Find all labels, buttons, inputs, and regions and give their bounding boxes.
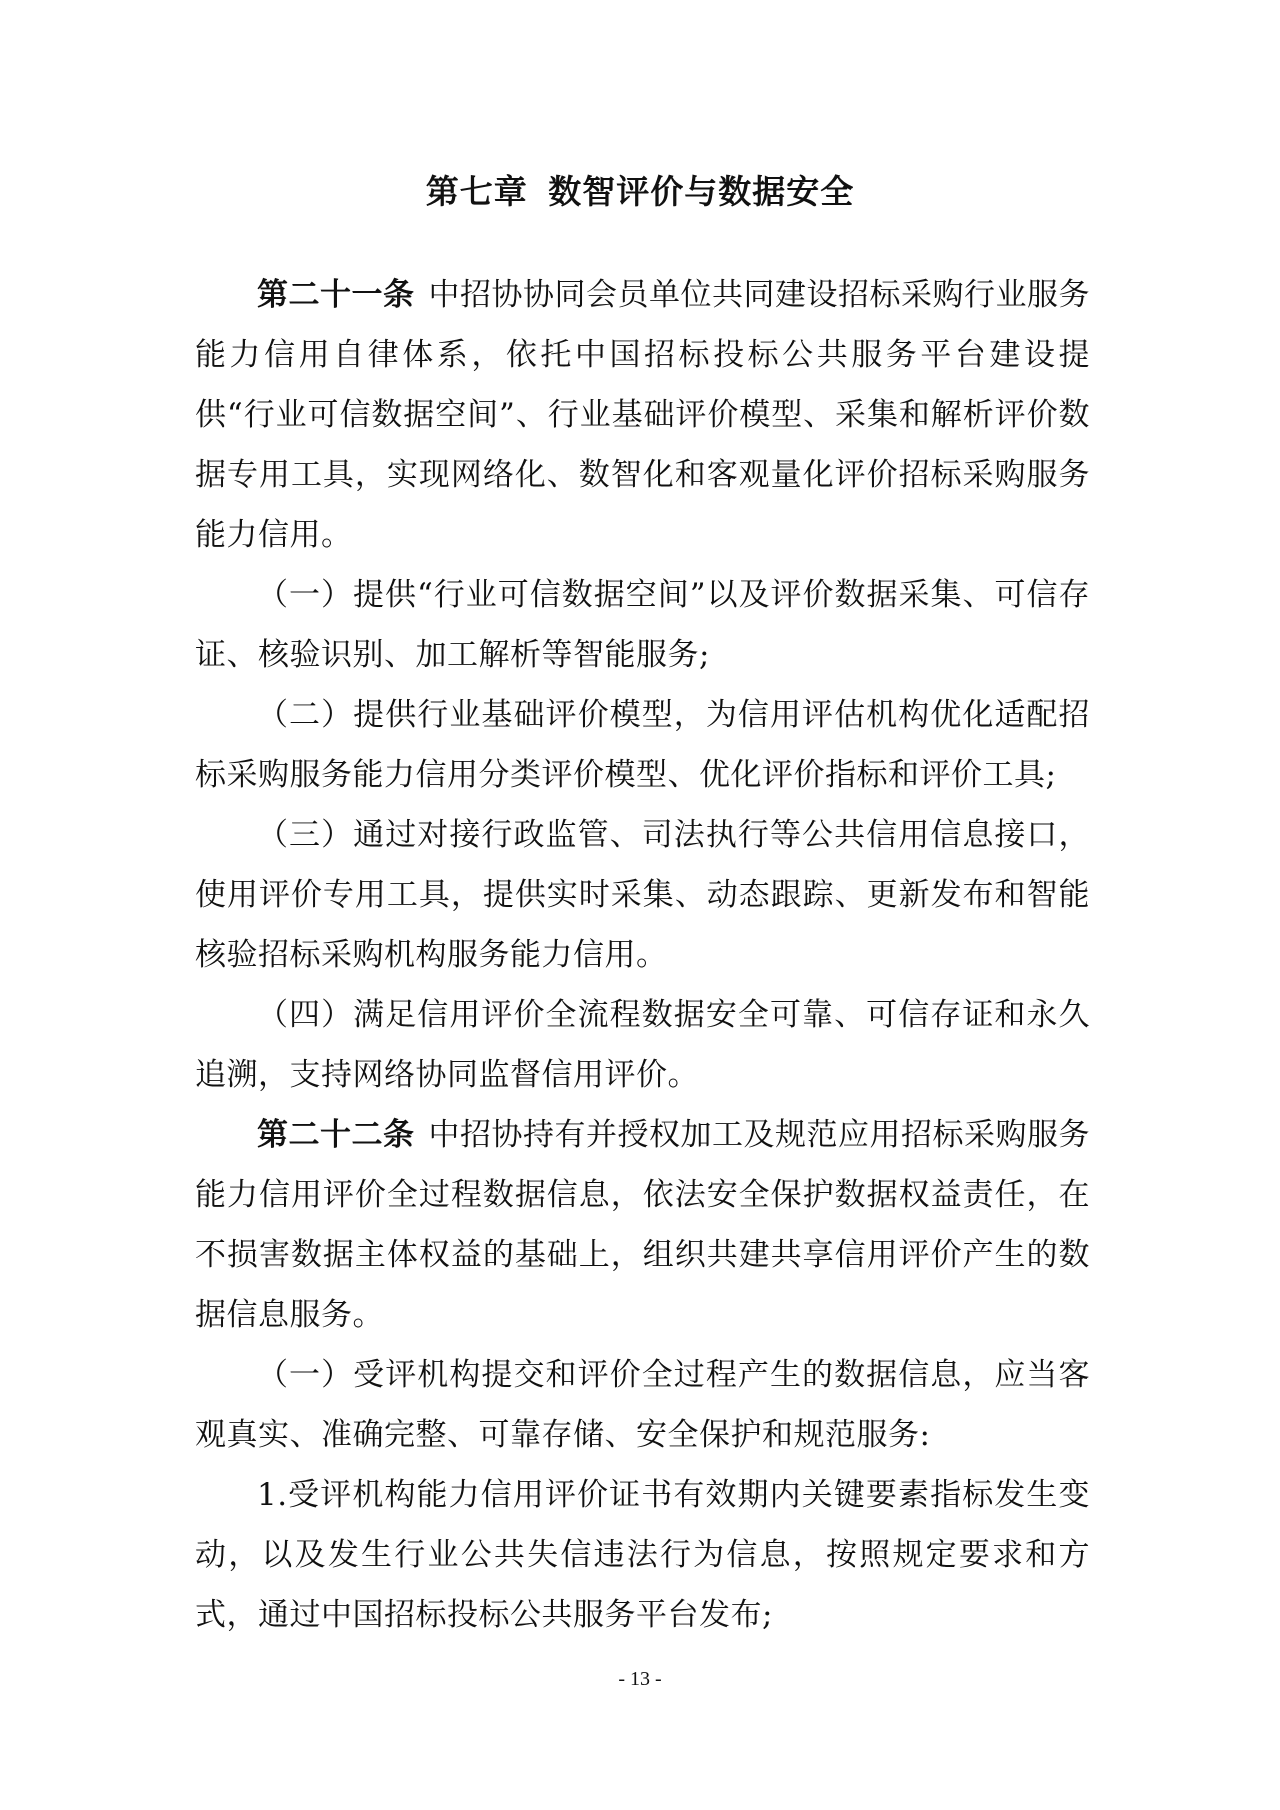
body-text xyxy=(195,265,1090,1645)
article-21-paragraph xyxy=(195,265,1090,565)
article-21-heading: 第二十一条 xyxy=(257,277,415,313)
article-21-body: 中招协协同会员单位共同建设招标采购行业服务能力信用自律体系，依托中国招标投标公共服务平台建设提供“行业可信数据空间”、行业基础评价模型、采集和解析评价数据专用工具，实现网络化、数智化和客观量化评价招标采购服务能力信用。 xyxy=(195,277,1090,553)
article-21-item-4: （四）满足信用评价全流程数据安全可靠、可信存证和永久追溯，支持网络协同监督信用评价。 xyxy=(195,997,1090,1093)
article-22-subitem-1: 1.受评机构能力信用评价证书有效期内关键要素指标发生变动，以及发生行业公共失信违法行为信息，按照规定要求和方式，通过中国招标投标公共服务平台发布; xyxy=(195,1477,1090,1633)
article-22-item-1: （一）受评机构提交和评价全过程产生的数据信息，应当客观真实、准确完整、可靠存储、安全保护和规范服务: xyxy=(195,1357,1090,1453)
article-22-body: 中招协持有并授权加工及规范应用招标采购服务能力信用评价全过程数据信息，依法安全保护数据权益责任，在不损害数据主体权益的基础上，组织共建共享信用评价产生的数据信息服务。 xyxy=(195,1117,1090,1333)
page-number: - 13 - xyxy=(618,1668,662,1690)
article-21-item-1: （一）提供“行业可信数据空间”以及评价数据采集、可信存证、核验识别、加工解析等智能服务; xyxy=(195,577,1090,673)
article-21-item-3: （三）通过对接行政监管、司法执行等公共信用信息接口，使用评价专用工具，提供实时采集、动态跟踪、更新发布和智能核验招标采购机构服务能力信用。 xyxy=(195,817,1090,973)
article-22-paragraph xyxy=(195,1105,1090,1345)
article-21-item-2: （二）提供行业基础评价模型，为信用评估机构优化适配招标采购服务能力信用分类评价模型、优化评价指标和评价工具; xyxy=(195,697,1090,793)
article-22-heading: 第二十二条 xyxy=(257,1117,415,1153)
chapter-title: 第七章 数智评价与数据安全 xyxy=(425,172,855,211)
